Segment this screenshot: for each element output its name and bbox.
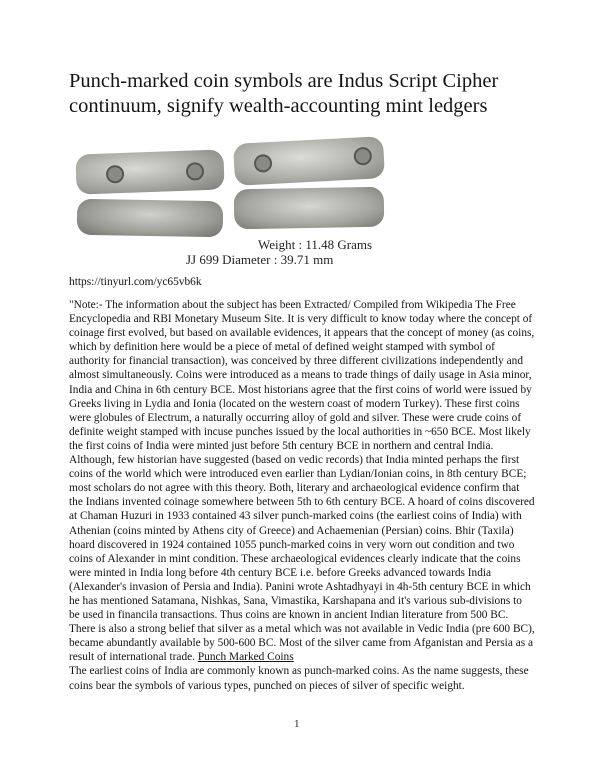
coin-image-obverse-right [233, 136, 385, 186]
coin-id-diameter-caption: JJ 699 Diameter : 39.71 mm [186, 252, 334, 267]
punch-mark-icon [353, 147, 372, 166]
page-title: Punch-marked coin symbols are Indus Script Cipher continuum, signify wealth-accounting mint ledgers [69, 70, 499, 117]
body-tail-text: The earliest coins of India are commonly known as punch-marked coins. As the name suggests, these coins bear the symbols of various types, punched on pieces of silver of specific weight. [69, 665, 529, 692]
punch-marked-coins-link[interactable]: Punch Marked Coins [197, 651, 294, 664]
coin-image-reverse-left [77, 199, 224, 238]
punch-mark-icon [186, 162, 205, 181]
page-number: 1 [294, 718, 300, 730]
coin-weight-caption: Weight : 11.48 Grams [258, 237, 373, 252]
coin-image-reverse-right [234, 187, 385, 230]
source-link[interactable]: https://tinyurl.com/yc65vb6k [69, 276, 202, 288]
punch-mark-icon [106, 165, 125, 184]
coin-image-obverse-left [75, 149, 224, 194]
body-paragraph [69, 298, 535, 693]
body-main-text: "Note:- The information about the subject has been Extracted/ Compiled from Wikipedia The Free Encyclopedia and RBI Monetary Museum Site. It is very difficult to know today where the concept of coinage first evolved, but based on available evidences, it appears that the concept of money (as coins, which by definition here would be a piece of metal of defined weight stamped with symbol of authority for financial transaction), was conceived by three different civilizations independently and almost simultaneously. Coins were introduced as a means to trade things of daily usage in Asia minor, India and China in 6th century BCE. Most historians agree that the first coins of world were issued by Greeks living in Lydia and Ionia (located on the western coast of modern Turkey). These first coins were globules of Electrum, a naturally occurring alloy of gold and silver. These were crude coins of definite weight stamped with incuse punches issued by the local authorities in ~650 BCE. Most likely the first coins of India were minted just before 5th century BCE in northern and central India. Although, few historian have suggested (based on vedic records) that India minted perhaps the first coins of the world which were introduced even earlier than Lydian/Ionian coins, in 8th century BCE; most scholars do not agree with this theory. Both, literary and archaeological evidence confirm that the Indians invented coinage somewhere between 5th to 6th century BCE. A hoard of coins discovered at Chaman Huzuri in 1933 contained 43 silver punch-marked coins (the earliest coins of India) with Athenian (coins minted by Athens city of Greece) and Achaemenian (Persian) coins. Bhir (Taxila) hoard discovered in 1924 contained 1055 punch-marked coins in very worn out condition and two coins of Alexander in mint condition. These archaeological evidences clearly indicate that the coins were minted in India long before 4th century BCE i.e. before Greeks advanced towards India (Alexander's invasion of Persia and India). Panini wrote Ashtadhyayi in 4h-5th century BCE in which he has mentioned Satamana, Nishkas, Sana, Vimastika, Karshapana and it's various sub-divisions to be used in financila transactions. Thus coins are known in ancient Indian literature from 500 BC. There is also a strong belief that silver as a metal which was not available in Vedic India (pre 600 BC), became abundantly available by 500-600 BC. Most of the silver came from Afganistan and Persia as a result of international trade. [69, 299, 535, 664]
punch-mark-icon [254, 154, 273, 173]
